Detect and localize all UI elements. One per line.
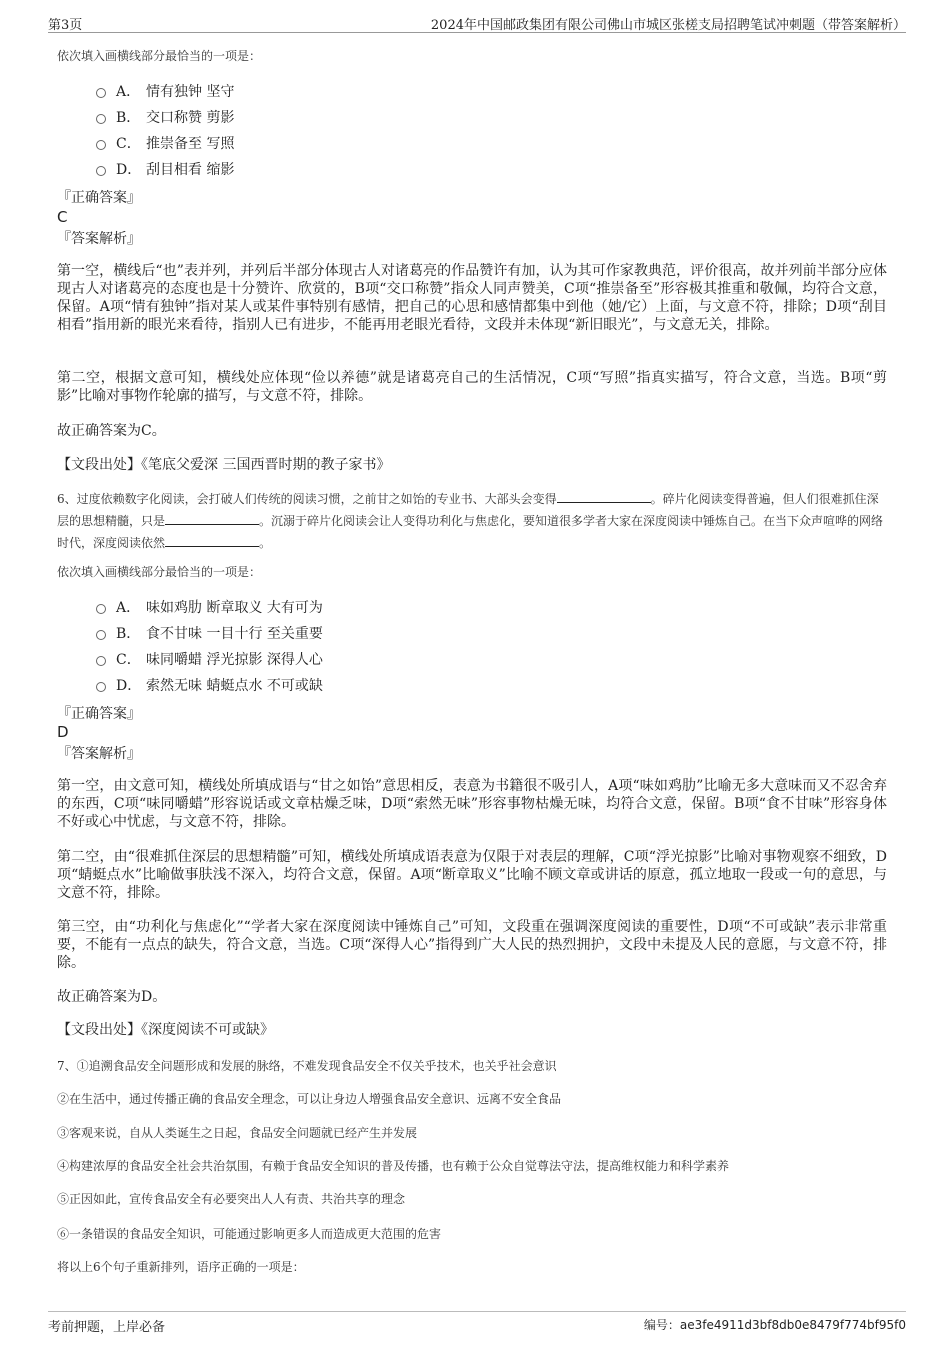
option-c[interactable]: C． 推崇备至 写照 bbox=[96, 130, 234, 156]
option-a[interactable]: A． 情有独钟 坚守 bbox=[96, 78, 234, 104]
answer-blank bbox=[557, 490, 651, 503]
q5-analysis-1: 第一空，横线后“也”表并列，并列后半部分体现古人对诸葛亮的作品赞许有加，认为其可作家教典范，评价很高，故并列前半部分应体现古人对诸葛亮的态度也是十分赞许、欣赏的，B项“交口称赞”指众人同声赞美，C项“推崇备至”形容极其推重和敬佩，均符合文意，保留。A项“情有独钟”指对某人或某件事特别有感情，把自己的心思和感情都集中到他（她/它）上面，与文意不符，排除；D项“刮目相看”指用新的眼光来看待，指别人已有进步，不能再用老眼光看待，文段并未体现“新旧眼光”，与文意无关，排除。 bbox=[57, 263, 887, 333]
q6-conclusion: 故正确答案为D。 bbox=[57, 989, 167, 1005]
q5-source: 【文段出处】《笔底父爱深 三国西晋时期的教子家书》 bbox=[57, 457, 391, 473]
radio-icon[interactable] bbox=[96, 114, 106, 124]
radio-icon[interactable] bbox=[96, 166, 106, 176]
option-a[interactable]: A． 味如鸡肋 断章取义 大有可为 bbox=[96, 594, 323, 620]
option-c[interactable]: C． 味同嚼蜡 浮光掠影 深得人心 bbox=[96, 646, 323, 672]
q7-item-6: ⑥一条错误的食品安全知识，可能通过影响更多人而造成更大范围的危害 bbox=[57, 1227, 442, 1241]
page-number: 第3页 bbox=[48, 18, 83, 33]
q5-answer: C bbox=[57, 208, 68, 226]
radio-icon[interactable] bbox=[96, 604, 106, 614]
q5-answer-label: 『正确答案』 bbox=[57, 190, 141, 206]
document-id: 编号：ae3fe4911d3bf8db0e8479f774bf95f0 bbox=[643, 1318, 906, 1332]
q5-options bbox=[96, 78, 234, 182]
q5-analysis-label: 『答案解析』 bbox=[57, 231, 141, 247]
q6-analysis-label: 『答案解析』 bbox=[57, 746, 141, 762]
q5-conclusion: 故正确答案为C。 bbox=[57, 423, 166, 439]
radio-icon[interactable] bbox=[96, 88, 106, 98]
answer-blank bbox=[165, 512, 259, 525]
q6-options bbox=[96, 594, 323, 698]
q6-answer-label: 『正确答案』 bbox=[57, 706, 141, 722]
radio-icon[interactable] bbox=[96, 682, 106, 692]
q7-item-2: ②在生活中，通过传播正确的食品安全理念，可以让身边人增强食品安全意识、远离不安全食品 bbox=[57, 1092, 562, 1106]
q6-stem: 6、过度依赖数字化阅读，会打破人们传统的阅读习惯，之前甘之如饴的专业书、大部头会变得 。碎片化阅读变得普遍，但人们很难抓住深层的思想精髓，只是 。沉溺于碎片化阅读会让人变得功利化与焦虑化，要知道很多学者大家在深度阅读中锤炼自己。在当下众声喧哗的网络时代，深度阅读依然 。 bbox=[57, 492, 884, 550]
q7-item-3: ③客观来说，自从人类诞生之日起，食品安全问题就已经产生并发展 bbox=[57, 1126, 418, 1140]
radio-icon[interactable] bbox=[96, 140, 106, 150]
q5-prompt: 依次填入画横线部分最恰当的一项是： bbox=[57, 49, 262, 63]
q6-analysis-3: 第三空，由“功利化与焦虑化”“学者大家在深度阅读中锤炼自己”可知，文段重在强调深度阅读的重要性，D项“不可或缺”表示非常重要，不能有一点点的缺失，符合文意，当选。C项“深得人心”指得到广大人民的热烈拥护，文段中未提及人民的意愿，与文意不符，排除。 bbox=[57, 919, 887, 971]
page-header bbox=[48, 12, 906, 33]
option-b[interactable]: B． 食不甘味 一目十行 至关重要 bbox=[96, 620, 323, 646]
option-d[interactable]: D． 索然无味 蜻蜓点水 不可或缺 bbox=[96, 672, 323, 698]
q6-source: 【文段出处】《深度阅读不可或缺》 bbox=[57, 1022, 274, 1038]
q6-prompt: 依次填入画横线部分最恰当的一项是： bbox=[57, 565, 262, 579]
q5-analysis-2: 第二空，根据文意可知，横线处应体现“俭以养德”就是诸葛亮自己的生活情况，C项“写照”指真实描写，符合文意，当选。B项“剪影”比喻对事物作轮廓的描写，与文意不符，排除。 bbox=[57, 370, 887, 404]
radio-icon[interactable] bbox=[96, 656, 106, 666]
document-title: 2024年中国邮政集团有限公司佛山市城区张槎支局招聘笔试冲刺题（带答案解析） bbox=[430, 18, 906, 33]
q6-analysis-2: 第二空，由“很难抓住深层的思想精髓”可知，横线处所填成语表意为仅限于对表层的理解，C项“浮光掠影”比喻对事物观察不细致，D项“蜻蜓点水”比喻做事肤浅不深入，均符合文意，保留。A项“断章取义”比喻不顾文章或讲话的原意，孤立地取一段或一句的意思，与文意不符，排除。 bbox=[57, 849, 887, 901]
q7-item-4: ④构建浓厚的食品安全社会共治氛围，有赖于食品安全知识的普及传播，也有赖于公众自觉尊法守法，提高维权能力和科学素养 bbox=[57, 1159, 730, 1173]
radio-icon[interactable] bbox=[96, 630, 106, 640]
page-footer bbox=[48, 1311, 906, 1336]
answer-blank bbox=[165, 534, 259, 547]
q6-analysis-1: 第一空，由文意可知，横线处所填成语与“甘之如饴”意思相反，表意为书籍很不吸引人，A项“味如鸡肋”比喻无多大意味而又不忍舍弃的东西，C项“味同嚼蜡”形容说话或文章枯燥乏味，D项“索然无味”形容事物枯燥无味，均符合文意，保留。B项“食不甘味”形容身体不好或心中忧虑，与文意不符，排除。 bbox=[57, 778, 887, 830]
footer-slogan: 考前押题，上岸必备 bbox=[48, 1320, 166, 1335]
q7-prompt: 将以上6个句子重新排列，语序正确的一项是： bbox=[57, 1260, 305, 1274]
q6-answer: D bbox=[57, 723, 69, 741]
q7-item-5: ⑤正因如此，宣传食品安全有必要突出人人有责、共治共享的理念 bbox=[57, 1192, 406, 1206]
q7-item-1: 7、①追溯食品安全问题形成和发展的脉络，不难发现食品安全不仅关乎技术，也关乎社会意识 bbox=[57, 1059, 557, 1073]
option-d[interactable]: D． 刮目相看 缩影 bbox=[96, 156, 234, 182]
option-b[interactable]: B． 交口称赞 剪影 bbox=[96, 104, 234, 130]
